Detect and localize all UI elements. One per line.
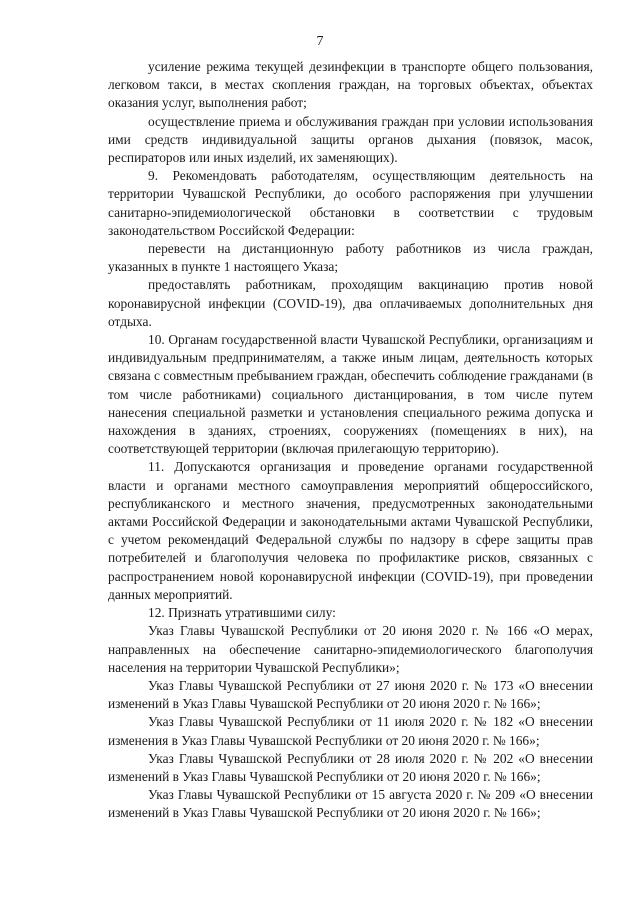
paragraph-item-12: 12. Признать утратившими силу: bbox=[148, 605, 336, 621]
paragraph-decree-209: Указ Главы Чувашской Республики от 15 августа 2020 г. № 209 «О внесении изменений в Указ Главы Чувашской Республики от 20 июня 2020 г. № 166»; bbox=[108, 787, 593, 821]
paragraph-remote-work: перевести на дистанционную работу работников из числа граждан, указанных в пункте 1 настоящего Указа; bbox=[108, 241, 593, 275]
paragraph-decree-166: Указ Главы Чувашской Республики от 20 июня 2020 г. № 166 «О мерах, направленных на обеспечение санитарно-эпидемиологического благополучия населения на территории Чувашской Республики»; bbox=[108, 623, 593, 675]
paragraph-disinfection: усиление режима текущей дезинфекции в транспорте общего пользования, легковом такси, в местах скопления граждан, на торговых объектах, объектах оказания услуг, выполнения работ; bbox=[108, 59, 593, 111]
paragraph-decree-182: Указ Главы Чувашской Республики от 11 июля 2020 г. № 182 «О внесении изменения в Указ Главы Чувашской Республики от 20 июня 2020 г. № 166»; bbox=[108, 714, 593, 748]
document-body bbox=[108, 58, 593, 823]
paragraph-protective-equipment: осуществление приема и обслуживания граждан при условии использования ими средств индивидуальной защиты органов дыхания (повязок, масок, респираторов или иных изделий, их заменяющих). bbox=[108, 113, 593, 166]
paragraph-item-9: 9. Рекомендовать работодателям, осуществляющим деятельность на территории Чувашской Республики, до особого распоряжения при улучшении санитарно-эпидемиологической обстановки в соответствии с трудовым законодательством Российской Федерации: bbox=[108, 168, 593, 238]
paragraph-vaccination-days-off: предоставлять работникам, проходящим вакцинацию против новой коронавирусной инфекции (COVID-19), два оплачиваемых дополнительных дня отдыха. bbox=[108, 277, 593, 329]
paragraph-decree-173: Указ Главы Чувашской Республики от 27 июня 2020 г. № 173 «О внесении изменений в Указ Главы Чувашской Республики от 20 июня 2020 г. № 166»; bbox=[108, 677, 593, 712]
paragraph-decree-202: Указ Главы Чувашской Республики от 28 июля 2020 г. № 202 «О внесении изменений в Указ Главы Чувашской Республики от 20 июня 2020 г. № 166»; bbox=[108, 750, 593, 784]
page-number: 7 bbox=[316, 34, 324, 49]
paragraph-item-11: 11. Допускаются организация и проведение органами государственной власти и органами местного самоуправления мероприятий общероссийского, республиканского и местного значения, предусмотренных законодательными актами Российской Федерации и законодательными актами Чувашской Республики, с учетом рекомендаций Федеральной службы по надзору в сфере защиты прав потребителей и благополучия человека по профилактике рисков, связанных с распространением новой коронавирусной инфекции (COVID-19), при проведении данных мероприятий. bbox=[108, 459, 593, 602]
paragraph-item-10: 10. Органам государственной власти Чувашской Республики, организациям и индивидуальным предпринимателям, а также иным лицам, деятельность которых связана с совместным пребыванием граждан, обеспечить соблюдение гражданами (в том числе работниками) социального дистанцирования, в том числе путем нанесения специальной разметки и установления специального режима допуска и нахождения в зданиях, строениях, сооружениях (помещениях в них), на соответствующей территории (включая прилегающую территорию). bbox=[108, 332, 593, 457]
